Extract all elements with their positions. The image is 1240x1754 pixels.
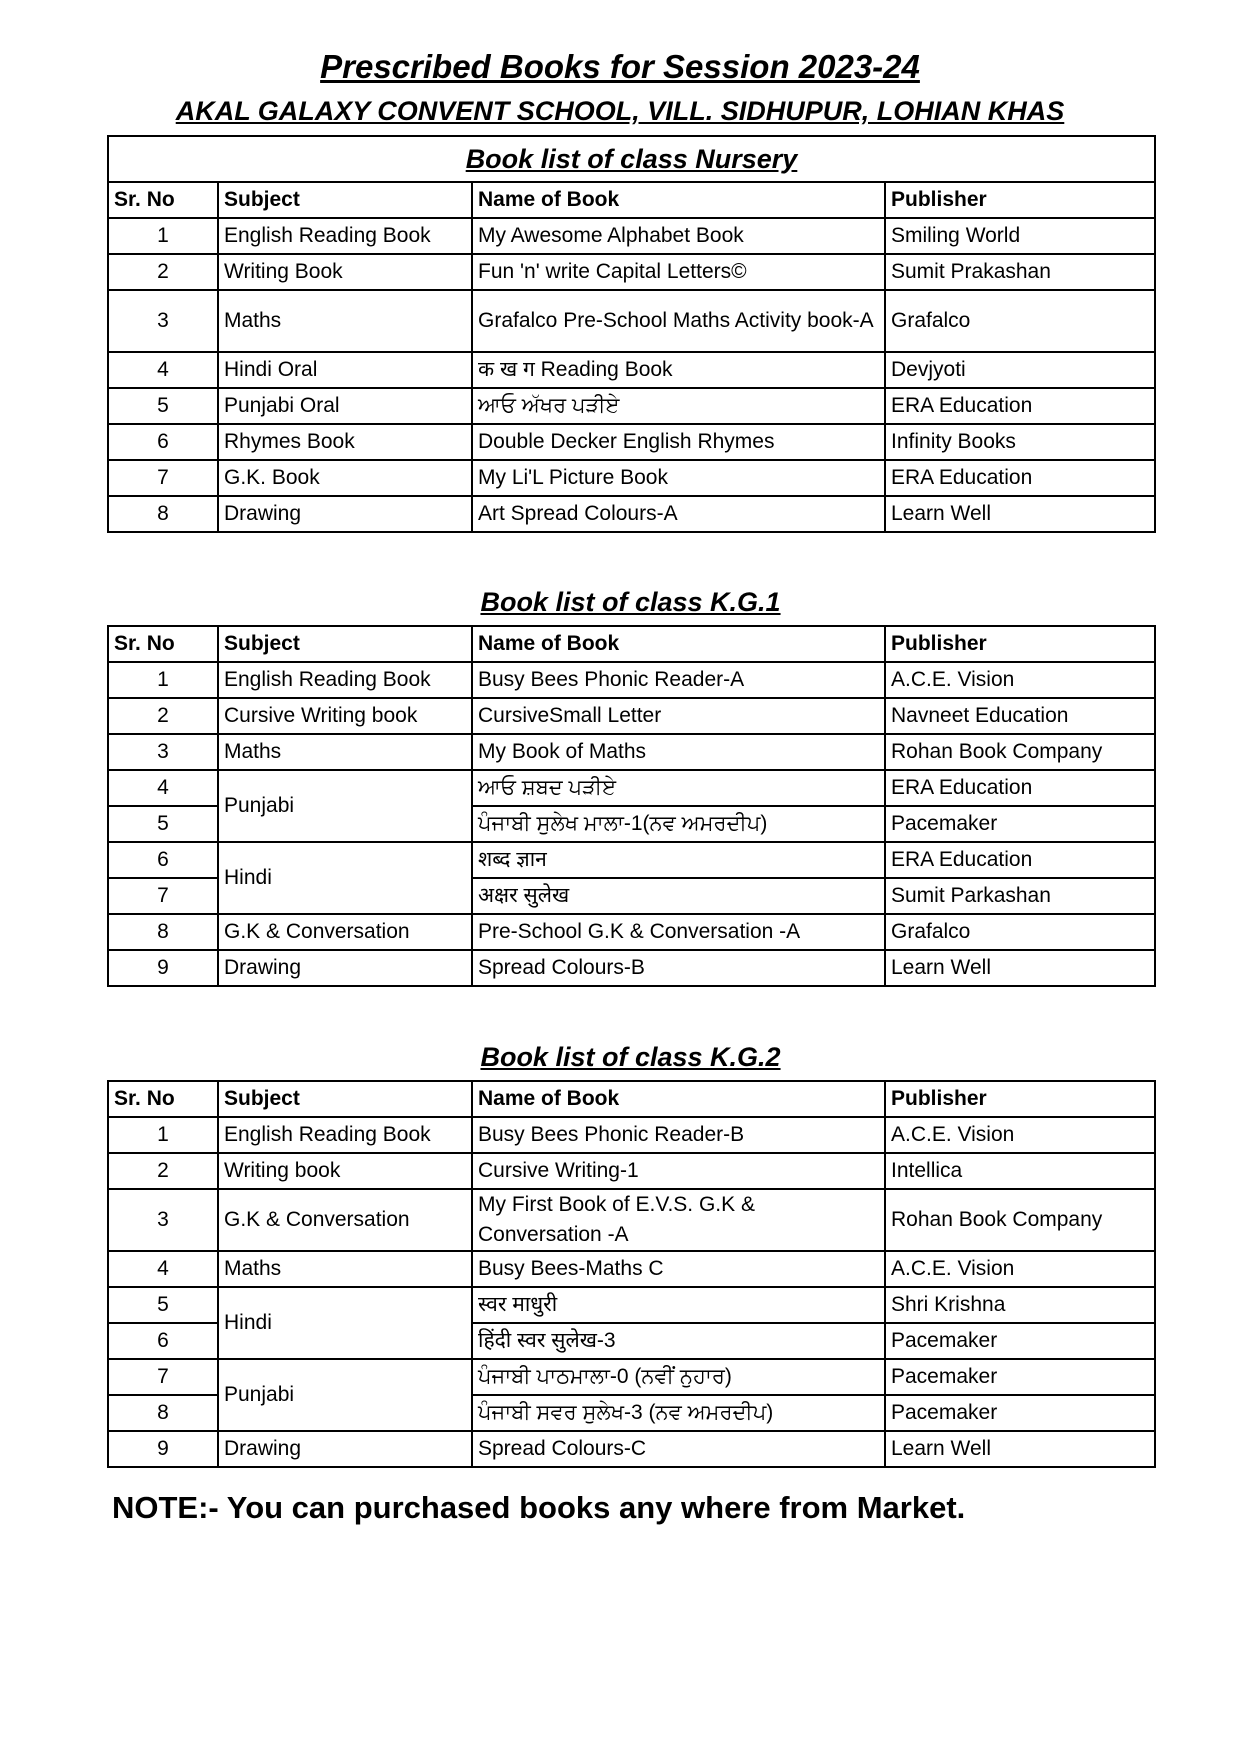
sr-cell: 6 <box>108 424 218 460</box>
subject-cell: English Reading Book <box>218 1117 472 1153</box>
subject-cell: Drawing <box>218 496 472 532</box>
publisher-cell: A.C.E. Vision <box>885 1251 1155 1287</box>
table-row <box>108 496 1155 532</box>
table-row <box>108 662 1155 698</box>
publisher-cell: Devjyoti <box>885 352 1155 388</box>
table-row <box>108 352 1155 388</box>
header-publisher: Publisher <box>885 1081 1155 1117</box>
sr-cell: 2 <box>108 254 218 290</box>
sr-cell: 9 <box>108 1431 218 1467</box>
book-cell: शब्द ज्ञान <box>472 842 885 878</box>
book-cell: Grafalco Pre-School Maths Activity book-A <box>472 290 885 352</box>
subject-cell: Punjabi Oral <box>218 388 472 424</box>
book-cell: Fun 'n' write Capital Letters© <box>472 254 885 290</box>
sr-cell: 5 <box>108 806 218 842</box>
book-cell: Double Decker English Rhymes <box>472 424 885 460</box>
table-row <box>108 698 1155 734</box>
publisher-cell: Pacemaker <box>885 1323 1155 1359</box>
purchase-note: NOTE:- You can purchased books any where from Market. <box>112 1490 966 1525</box>
book-cell: Busy Bees-Maths C <box>472 1251 885 1287</box>
book-cell: स्वर माधुरी <box>472 1287 885 1323</box>
subject-cell: G.K & Conversation <box>218 1189 472 1251</box>
header-row <box>108 1081 1155 1117</box>
book-cell: My First Book of E.V.S. G.K & Conversation -A <box>472 1189 885 1251</box>
book-cell: अक्षर सुलेख <box>472 878 885 914</box>
publisher-cell: Shri Krishna <box>885 1287 1155 1323</box>
table-row <box>108 914 1155 950</box>
subject-cell: Maths <box>218 734 472 770</box>
publisher-cell: Navneet Education <box>885 698 1155 734</box>
publisher-cell: Rohan Book Company <box>885 1189 1155 1251</box>
header-book: Name of Book <box>472 182 885 218</box>
table-row <box>108 254 1155 290</box>
table-row <box>108 1359 1155 1395</box>
publisher-cell: Intellica <box>885 1153 1155 1189</box>
table-row <box>108 290 1155 352</box>
table-row <box>108 1287 1155 1323</box>
header-subject: Subject <box>218 1081 472 1117</box>
subject-cell: G.K. Book <box>218 460 472 496</box>
subject-cell: Maths <box>218 290 472 352</box>
sr-cell: 4 <box>108 770 218 806</box>
table-row <box>108 460 1155 496</box>
publisher-cell: ERA Education <box>885 770 1155 806</box>
sr-cell: 3 <box>108 734 218 770</box>
header-sr: Sr. No <box>108 1081 218 1117</box>
book-cell: Spread Colours-B <box>472 950 885 986</box>
sr-cell: 9 <box>108 950 218 986</box>
table-row <box>108 734 1155 770</box>
book-cell: ਆਓ ਸ਼ਬਦ ਪੜੀਏ <box>472 770 885 806</box>
sr-cell: 5 <box>108 388 218 424</box>
sr-cell: 8 <box>108 496 218 532</box>
table-row <box>108 842 1155 878</box>
publisher-cell: Pacemaker <box>885 1395 1155 1431</box>
header-publisher: Publisher <box>885 182 1155 218</box>
sr-cell: 2 <box>108 1153 218 1189</box>
sr-cell: 5 <box>108 1287 218 1323</box>
publisher-cell: Pacemaker <box>885 1359 1155 1395</box>
kg2-book-table <box>107 1080 1156 1468</box>
kg2-caption: Book list of class K.G.2 <box>480 1042 781 1072</box>
sr-cell: 7 <box>108 1359 218 1395</box>
sr-cell: 3 <box>108 1189 218 1251</box>
publisher-cell: Learn Well <box>885 950 1155 986</box>
subject-cell: English Reading Book <box>218 662 472 698</box>
publisher-cell: A.C.E. Vision <box>885 662 1155 698</box>
book-cell: Art Spread Colours-A <box>472 496 885 532</box>
kg1-book-table <box>107 625 1156 987</box>
book-cell: Pre-School G.K & Conversation -A <box>472 914 885 950</box>
publisher-cell: Sumit Parkashan <box>885 878 1155 914</box>
subject-cell: G.K & Conversation <box>218 914 472 950</box>
sr-cell: 8 <box>108 1395 218 1431</box>
book-cell: ਪੰਜਾਬੀ ਸੁਲੇਖ ਮਾਲਾ-1(ਨਵ ਅਮਰਦੀਪ) <box>472 806 885 842</box>
publisher-cell: Pacemaker <box>885 806 1155 842</box>
header-row <box>108 182 1155 218</box>
nursery-caption: Book list of class Nursery <box>108 136 1155 182</box>
sr-cell: 4 <box>108 352 218 388</box>
publisher-cell: Infinity Books <box>885 424 1155 460</box>
subject-cell: English Reading Book <box>218 218 472 254</box>
publisher-cell: ERA Education <box>885 388 1155 424</box>
sr-cell: 1 <box>108 218 218 254</box>
subject-cell: Writing book <box>218 1153 472 1189</box>
header-publisher: Publisher <box>885 626 1155 662</box>
table-row <box>108 770 1155 806</box>
school-name: AKAL GALAXY CONVENT SCHOOL, VILL. SIDHUPUR, LOHIAN KHAS <box>175 96 1065 126</box>
publisher-cell: Grafalco <box>885 914 1155 950</box>
sr-cell: 7 <box>108 878 218 914</box>
publisher-cell: Grafalco <box>885 290 1155 352</box>
subject-cell: Writing Book <box>218 254 472 290</box>
sr-cell: 3 <box>108 290 218 352</box>
sr-cell: 6 <box>108 842 218 878</box>
header-book: Name of Book <box>472 1081 885 1117</box>
subject-cell: Maths <box>218 1251 472 1287</box>
table-row <box>108 218 1155 254</box>
table-row <box>108 388 1155 424</box>
table-row <box>108 1117 1155 1153</box>
subject-cell: Drawing <box>218 1431 472 1467</box>
header-subject: Subject <box>218 626 472 662</box>
table-row <box>108 1431 1155 1467</box>
book-cell: ਪੰਜਾਬੀ ਸਵਰ ਸੁਲੇਖ-3 (ਨਵ ਅਮਰਦੀਪ) <box>472 1395 885 1431</box>
subject-cell: Rhymes Book <box>218 424 472 460</box>
publisher-cell: Sumit Prakashan <box>885 254 1155 290</box>
book-cell: Spread Colours-C <box>472 1431 885 1467</box>
subject-cell: Punjabi <box>218 1359 472 1431</box>
publisher-cell: ERA Education <box>885 842 1155 878</box>
book-cell: हिंदी स्वर सुलेख-3 <box>472 1323 885 1359</box>
book-cell: CursiveSmall Letter <box>472 698 885 734</box>
sr-cell: 8 <box>108 914 218 950</box>
subject-cell: Drawing <box>218 950 472 986</box>
sr-cell: 6 <box>108 1323 218 1359</box>
nursery-book-table <box>107 135 1156 533</box>
table-row <box>108 424 1155 460</box>
table-row <box>108 1153 1155 1189</box>
sr-cell: 7 <box>108 460 218 496</box>
subject-cell: Punjabi <box>218 770 472 842</box>
publisher-cell: Smiling World <box>885 218 1155 254</box>
book-cell: Cursive Writing-1 <box>472 1153 885 1189</box>
header-sr: Sr. No <box>108 182 218 218</box>
publisher-cell: Rohan Book Company <box>885 734 1155 770</box>
publisher-cell: Learn Well <box>885 496 1155 532</box>
book-cell: My Awesome Alphabet Book <box>472 218 885 254</box>
table-row <box>108 1189 1155 1251</box>
book-cell: क ख ग Reading Book <box>472 352 885 388</box>
publisher-cell: Learn Well <box>885 1431 1155 1467</box>
header-row <box>108 626 1155 662</box>
sr-cell: 2 <box>108 698 218 734</box>
subject-cell: Hindi <box>218 842 472 914</box>
header-sr: Sr. No <box>108 626 218 662</box>
subject-cell: Hindi Oral <box>218 352 472 388</box>
book-cell: My Li'L Picture Book <box>472 460 885 496</box>
book-cell: ਪੰਜਾਬੀ ਪਾਠਮਾਲਾ-0 (ਨਵੀਂ ਨੁਹਾਰ) <box>472 1359 885 1395</box>
book-cell: ਆਓ ਅੱਖਰ ਪੜੀਏ <box>472 388 885 424</box>
sr-cell: 1 <box>108 662 218 698</box>
sr-cell: 4 <box>108 1251 218 1287</box>
table-row <box>108 950 1155 986</box>
table-row <box>108 1251 1155 1287</box>
subject-cell: Hindi <box>218 1287 472 1359</box>
book-cell: Busy Bees Phonic Reader-B <box>472 1117 885 1153</box>
header-subject: Subject <box>218 182 472 218</box>
page-title: Prescribed Books for Session 2023-24 <box>320 48 920 85</box>
kg1-caption: Book list of class K.G.1 <box>480 587 781 617</box>
book-cell: My Book of Maths <box>472 734 885 770</box>
header-book: Name of Book <box>472 626 885 662</box>
sr-cell: 1 <box>108 1117 218 1153</box>
publisher-cell: A.C.E. Vision <box>885 1117 1155 1153</box>
subject-cell: Cursive Writing book <box>218 698 472 734</box>
publisher-cell: ERA Education <box>885 460 1155 496</box>
book-cell: Busy Bees Phonic Reader-A <box>472 662 885 698</box>
